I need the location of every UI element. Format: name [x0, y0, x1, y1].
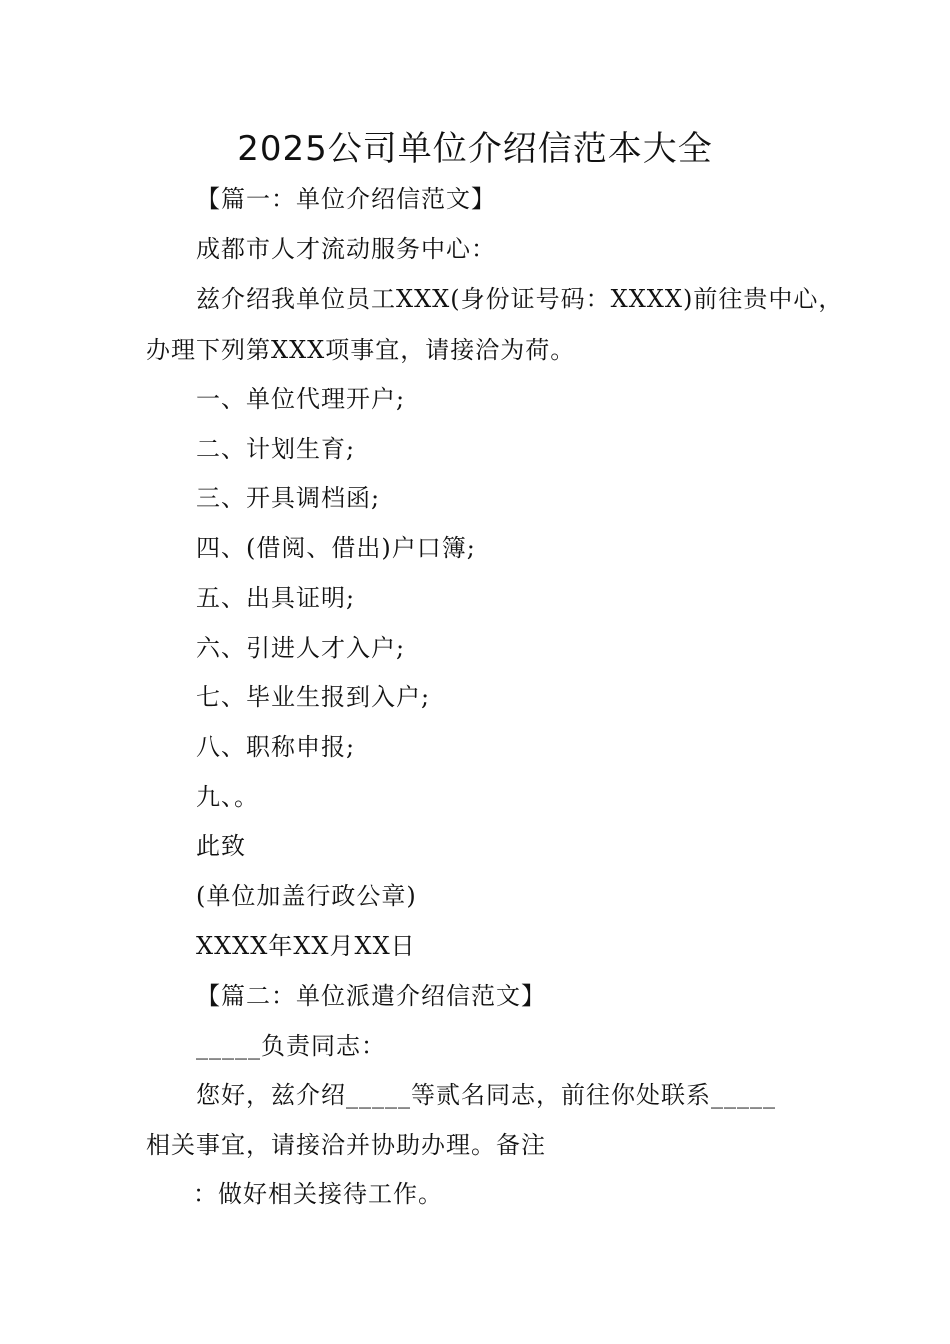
- list-item: 二、计划生育;: [196, 435, 356, 463]
- list-item: 八、职称申报;: [196, 733, 356, 761]
- remark-line: ：做好相关接待工作。: [193, 1180, 443, 1208]
- list-item: 四、(借阅、借出)户口簿;: [196, 534, 476, 562]
- seal-note: (单位加盖行政公章): [196, 882, 417, 910]
- closing-line: 此致: [196, 832, 246, 860]
- salutation-1: 成都市人才流动服务中心：: [196, 235, 496, 263]
- list-item: 三、开具调档函;: [196, 484, 381, 512]
- section-heading-1: 【篇一：单位介绍信范文】: [196, 185, 496, 213]
- list-item: 五、出具证明;: [196, 584, 356, 612]
- document-title: 2025公司单位介绍信范本大全: [237, 129, 713, 169]
- list-item: 六、引进人才入户;: [196, 634, 406, 662]
- section-heading-2: 【篇二：单位派遣介绍信范文】: [196, 982, 546, 1010]
- date-line: XXXX年XX月XX日: [196, 932, 416, 960]
- list-item: 一、单位代理开户;: [196, 385, 406, 413]
- list-item: 九、。: [196, 783, 259, 811]
- body-paragraph-continued: 相关事宜，请接洽并协助办理。备注: [146, 1131, 546, 1159]
- body-paragraph-continued: 办理下列第XXX项事宜，请接洽为荷。: [146, 336, 576, 364]
- body-paragraph: 兹介绍我单位员工XXX(身份证号码：XXXX)前往贵中心，: [196, 285, 844, 313]
- salutation-2: _____负责同志：: [196, 1032, 386, 1060]
- list-item: 七、毕业生报到入户;: [196, 683, 431, 711]
- body-paragraph: 您好，兹介绍_____等贰名同志，前往你处联系_____: [196, 1081, 776, 1109]
